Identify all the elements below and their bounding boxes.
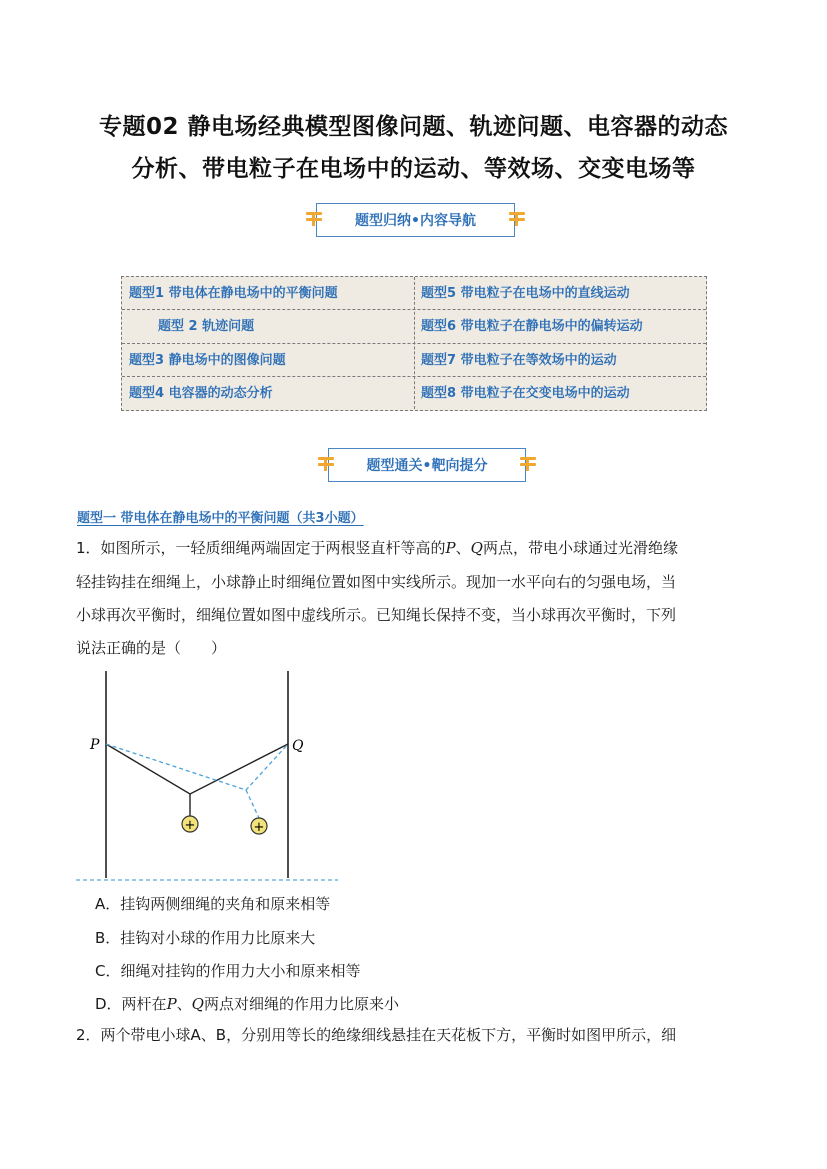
nav-item-type-5[interactable]: 题型5 带电粒子在电场中的直线运动 — [421, 286, 630, 301]
q1-option-c[interactable]: C．细绳对挂钩的作用力大小和原来相等 — [95, 962, 361, 980]
q1-option-b[interactable]: B．挂钩对小球的作用力比原来大 — [95, 929, 316, 947]
banner-deco-right-icon — [520, 457, 536, 473]
doc-title-line-2: 分析、带电粒子在电场中的运动、等效场、交变电场等 — [131, 156, 696, 182]
q1-line-2: 轻挂钩挂在细绳上，小球静止时细绳位置如图中实线所示。现加一水平向右的匀强电场，当 — [76, 573, 677, 591]
q1-option-d[interactable]: D．两杆在P、Q两点对细绳的作用力比原来小 — [95, 995, 399, 1013]
nav-banner — [316, 203, 515, 237]
banner-deco-left-icon — [306, 212, 322, 228]
banner-deco-right-icon — [509, 212, 525, 228]
q1-line-4: 说法正确的是（ ） — [76, 639, 227, 657]
q1-line-3: 小球再次平衡时，细绳位置如图中虚线所示。已知绳长保持不变，当小球再次平衡时，下列 — [76, 606, 677, 624]
practice-banner — [328, 448, 526, 482]
nav-item-type-7[interactable]: 题型7 带电粒子在等效场中的运动 — [421, 353, 617, 368]
doc-title-line-1: 专题02 静电场经典模型图像问题、轨迹问题、电容器的动态 — [98, 114, 728, 140]
topic-nav-table — [121, 276, 707, 411]
banner-deco-left-icon — [318, 457, 334, 473]
nav-item-type-1[interactable]: 题型1 带电体在静电场中的平衡问题 — [129, 286, 338, 301]
nav-item-type-3[interactable]: 题型3 静电场中的图像问题 — [129, 353, 286, 368]
nav-item-type-6[interactable]: 题型6 带电粒子在静电场中的偏转运动 — [421, 319, 643, 334]
practice-banner-label: 题型通关•靶向提分 — [366, 458, 488, 474]
label-q: Q — [292, 738, 304, 754]
nav-banner-label: 题型归纳•内容导航 — [355, 213, 476, 229]
label-p: P — [90, 737, 100, 753]
q1-option-a[interactable]: A．挂钩两侧细绳的夹角和原来相等 — [95, 895, 331, 913]
charge-sign: + — [253, 820, 265, 835]
nav-item-type-2[interactable]: 题型 2 轨迹问题 — [158, 319, 255, 334]
q2-line-1: 2．两个带电小球A、B，分别用等长的绝缘细线悬挂在天花板下方，平衡时如图甲所示，细 — [76, 1026, 677, 1044]
section-heading[interactable]: 题型一 带电体在静电场中的平衡问题（共3小题） — [77, 511, 364, 526]
q1-line-1: 1．如图所示，一轻质细绳两端固定于两根竖直杆等高的P、Q两点，带电小球通过光滑绝缘 — [76, 539, 678, 557]
nav-item-type-8[interactable]: 题型8 带电粒子在交变电场中的运动 — [421, 386, 630, 401]
q1-figure — [76, 666, 346, 886]
charge-sign: + — [184, 818, 196, 833]
nav-item-type-4[interactable]: 题型4 电容器的动态分析 — [129, 386, 273, 401]
